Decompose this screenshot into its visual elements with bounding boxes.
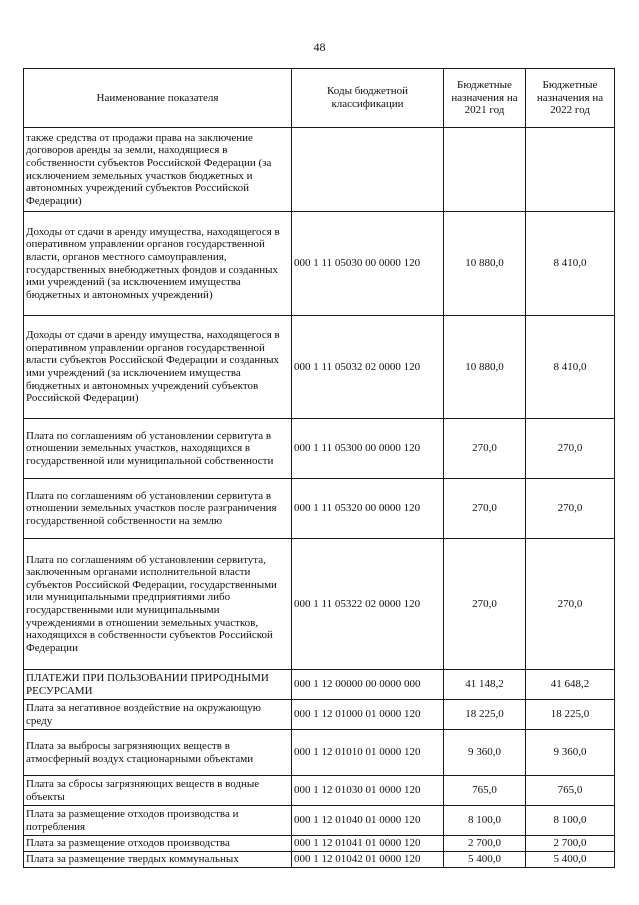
value-2021: 270,0 — [444, 479, 526, 539]
budget-code: 000 1 12 01042 01 0000 120 — [292, 852, 444, 868]
indicator-name: Плата за размещение твердых коммунальных — [24, 852, 292, 868]
budget-code: 000 1 11 05320 00 0000 120 — [292, 479, 444, 539]
value-2022 — [526, 128, 615, 212]
indicator-name: Плата за негативное воздействие на окружающую среду — [24, 700, 292, 730]
value-2022: 8 410,0 — [526, 212, 615, 316]
indicator-name: Плата по соглашениям об установлении сервитута, заключенным органами исполнительной власти субъектов Российской Федерации, государственными или муниципальными предприятиями либо государственными или муниципальными учреждениями в отношении земельных участков, находящихся в собственности субъектов Российской Федерации — [24, 539, 292, 670]
value-2022: 2 700,0 — [526, 836, 615, 852]
value-2022: 270,0 — [526, 419, 615, 479]
table-row — [24, 852, 615, 868]
table-row — [24, 670, 615, 700]
budget-code: 000 1 12 01040 01 0000 120 — [292, 806, 444, 836]
value-2021: 8 100,0 — [444, 806, 526, 836]
indicator-name: ПЛАТЕЖИ ПРИ ПОЛЬЗОВАНИИ ПРИРОДНЫМИ РЕСУРСАМИ — [24, 670, 292, 700]
value-2021: 270,0 — [444, 419, 526, 479]
value-2021: 41 148,2 — [444, 670, 526, 700]
table-row — [24, 730, 615, 776]
indicator-name: Плата по соглашениям об установлении сервитута в отношении земельных участков после разграничения государственной собственности на землю — [24, 479, 292, 539]
table-row — [24, 316, 615, 419]
value-2022: 765,0 — [526, 776, 615, 806]
value-2021: 270,0 — [444, 539, 526, 670]
value-2021: 9 360,0 — [444, 730, 526, 776]
indicator-name: Плата за сбросы загрязняющих веществ в водные объекты — [24, 776, 292, 806]
budget-code: 000 1 12 01000 01 0000 120 — [292, 700, 444, 730]
table-row — [24, 212, 615, 316]
indicator-name: Доходы от сдачи в аренду имущества, находящегося в оперативном управлении органов государственной власти субъектов Российской Федерации и созданных ими учреждений (за исключением имущества бюджетных и автономных учреждений субъектов Российской Федерации) — [24, 316, 292, 419]
indicator-name: Доходы от сдачи в аренду имущества, находящегося в оперативном управлении органов государственной власти, органов местного самоуправления, государственных внебюджетных фондов и созданных ими учреждений (за исключением имущества бюджетных и автономных учреждений) — [24, 212, 292, 316]
value-2022: 5 400,0 — [526, 852, 615, 868]
indicator-name: Плата по соглашениям об установлении сервитута в отношении земельных участков, находящихся в государственной или муниципальной собственности — [24, 419, 292, 479]
value-2021: 2 700,0 — [444, 836, 526, 852]
indicator-name: Плата за выбросы загрязняющих веществ в атмосферный воздух стационарными объектами — [24, 730, 292, 776]
column-header-2022: Бюджетные назначения на 2022 год — [526, 69, 615, 128]
value-2022: 8 410,0 — [526, 316, 615, 419]
value-2021: 18 225,0 — [444, 700, 526, 730]
value-2022: 270,0 — [526, 539, 615, 670]
table-row — [24, 479, 615, 539]
page-number: 48 — [313, 40, 326, 54]
table-row — [24, 776, 615, 806]
column-header-2021: Бюджетные назначения на 2021 год — [444, 69, 526, 128]
value-2021: 765,0 — [444, 776, 526, 806]
value-2021 — [444, 128, 526, 212]
value-2021: 10 880,0 — [444, 316, 526, 419]
table-row — [24, 806, 615, 836]
indicator-name: Плата за размещение отходов производства и потребления — [24, 806, 292, 836]
value-2022: 8 100,0 — [526, 806, 615, 836]
budget-table — [23, 68, 615, 868]
value-2022: 41 648,2 — [526, 670, 615, 700]
table-row — [24, 836, 615, 852]
budget-code: 000 1 11 05030 00 0000 120 — [292, 212, 444, 316]
indicator-name: Плата за размещение отходов производства — [24, 836, 292, 852]
value-2021: 10 880,0 — [444, 212, 526, 316]
column-header-code: Коды бюджетной классификации — [292, 69, 444, 128]
value-2021: 5 400,0 — [444, 852, 526, 868]
table-row — [24, 539, 615, 670]
budget-code: 000 1 12 01041 01 0000 120 — [292, 836, 444, 852]
value-2022: 9 360,0 — [526, 730, 615, 776]
table-header-row — [24, 69, 615, 128]
budget-code: 000 1 12 01030 01 0000 120 — [292, 776, 444, 806]
budget-code: 000 1 12 00000 00 0000 000 — [292, 670, 444, 700]
budget-code: 000 1 12 01010 01 0000 120 — [292, 730, 444, 776]
budget-code — [292, 128, 444, 212]
budget-code: 000 1 11 05300 00 0000 120 — [292, 419, 444, 479]
column-header-name: Наименование показателя — [24, 69, 292, 128]
budget-code: 000 1 11 05322 02 0000 120 — [292, 539, 444, 670]
table-row — [24, 700, 615, 730]
indicator-name: также средства от продажи права на заключение договоров аренды за земли, находящиеся в собственности субъектов Российской Федерации (за исключением земельных участков бюджетных и автономных учреждений субъектов Российской Федерации) — [24, 128, 292, 212]
value-2022: 18 225,0 — [526, 700, 615, 730]
value-2022: 270,0 — [526, 479, 615, 539]
table-row — [24, 419, 615, 479]
budget-code: 000 1 11 05032 02 0000 120 — [292, 316, 444, 419]
table-row — [24, 128, 615, 212]
